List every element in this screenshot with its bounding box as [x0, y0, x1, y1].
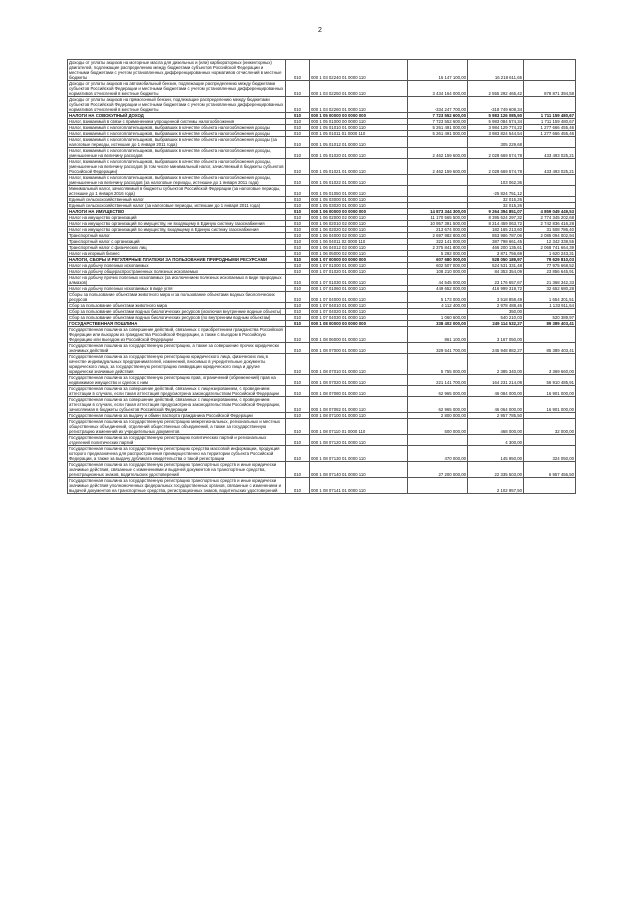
row-name-cell: Транспортный налог	[68, 233, 286, 239]
row-code-cell: 010	[286, 286, 310, 292]
row-code-cell: 010	[286, 327, 310, 343]
row-remainder-cell: 85 389 403,41	[524, 343, 576, 354]
row-code-cell: 010	[286, 315, 310, 321]
row-kbk-cell: 000 1 05 01050 01 0000 110	[310, 186, 408, 197]
row-name-cell: НАЛОГИ НА ИМУЩЕСТВО	[68, 209, 286, 215]
row-code-cell: 010	[286, 233, 310, 239]
row-name-cell: Налог, взимаемый в связи с применением упрощенной системы налогообложения	[68, 119, 286, 125]
row-executed-cell: 528 050 189,97	[468, 257, 524, 263]
row-executed-cell: 32 015,26	[468, 197, 524, 203]
row-executed-cell: 164 231 214,09	[468, 375, 524, 386]
row-executed-cell: 32 015,26	[468, 203, 524, 209]
row-kbk-cell: 000 1 05 00000 00 0000 000	[310, 113, 408, 119]
row-name-cell: Государственная пошлина за государственную регистрацию прав, ограничений (обременений) прав на недвижимое имущество и сделок с ним	[68, 375, 286, 386]
table-row	[68, 343, 576, 354]
row-remainder-cell	[524, 435, 576, 446]
row-plan-cell: 329 541 700,00	[408, 343, 468, 354]
row-executed-cell: 22 335 503,00	[468, 462, 524, 478]
row-plan-cell: 5 292 000,00	[408, 251, 468, 257]
table-row	[68, 257, 576, 263]
row-executed-cell: 305 229,68	[468, 137, 524, 148]
row-code-cell: 010	[286, 197, 310, 203]
row-kbk-cell: 000 1 08 07100 01 0000 110	[310, 413, 408, 419]
row-executed-cell: 2 028 669 574,78	[468, 159, 524, 175]
row-remainder-cell	[524, 327, 576, 343]
row-kbk-cell: 000 1 05 01021 01 0000 110	[310, 159, 408, 175]
row-plan-cell: 5 261 491 000,00	[408, 125, 468, 131]
row-kbk-cell: 000 1 08 07010 01 0000 110	[310, 354, 408, 375]
row-remainder-cell: 1 620 243,31	[524, 251, 576, 257]
row-name-cell: ГОСУДАРСТВЕННАЯ ПОШЛИНА	[68, 321, 286, 327]
row-name-cell: Налог на добычу прочих полезных ископаемых (за исключением полезных ископаемых в виде природных алмазов)	[68, 275, 286, 286]
row-kbk-cell: 000 1 08 07110 01 0000 110	[310, 419, 408, 435]
row-executed-cell: 182 165 213,60	[468, 227, 524, 233]
row-plan-cell: 221 141 700,00	[408, 375, 468, 386]
revenue-report-table	[67, 59, 576, 494]
row-name-cell: Налог, взимаемый с налогоплательщиков, выбравших в качестве объекта налогообложения доходы	[68, 131, 286, 137]
row-kbk-cell: 000 1 03 02240 01 0000 110	[310, 60, 408, 81]
row-executed-cell: 5 983 084 574,34	[468, 119, 524, 125]
row-remainder-cell: 324 050,00	[524, 446, 576, 462]
row-plan-cell: 4 112 400,00	[408, 303, 468, 309]
row-remainder-cell: 1 711 159 480,67	[524, 113, 576, 119]
row-plan-cell	[408, 478, 468, 494]
row-code-cell: 010	[286, 343, 310, 354]
row-name-cell: Минимальный налог, зачисляемый в бюджеты субъектов Российской Федерации (за налоговые периоды, истекшие до 1 января 2016 года)	[68, 186, 286, 197]
table-row	[68, 221, 576, 227]
table-row	[68, 131, 576, 137]
table-row	[68, 446, 576, 462]
row-plan-cell: 16 147 100,00	[408, 60, 468, 81]
row-name-cell: Транспортный налог с физических лиц	[68, 245, 286, 251]
row-remainder-cell: 433 493 025,21	[524, 159, 576, 175]
row-remainder-cell: 16 901 000,00	[524, 397, 576, 413]
row-name-cell: Государственная пошлина за государственную регистрацию средства массовой информации, продукция которого предназначена для распространения преимущественно на территории субъекта Российской Федерации, а также за выдачу дубликата свидетельства о такой регистрации	[68, 446, 286, 462]
row-remainder-cell: 2 774 345 202,68	[524, 215, 576, 221]
row-executed-cell: 16 218 611,65	[468, 60, 524, 81]
row-plan-cell: 7 723 552 600,00	[408, 113, 468, 119]
row-code-cell: 010	[286, 81, 310, 97]
table-row	[68, 97, 576, 113]
row-executed-cell: 466 200 135,61	[468, 245, 524, 251]
row-name-cell: Государственная пошлина за совершение действий, связанных с лицензированием, с проведением аттестации в случаях, если такая аттестация предусмотрена законодательством Российской Федерации	[68, 386, 286, 397]
row-plan-cell: 5 173 000,00	[408, 292, 468, 303]
row-code-cell: 010	[286, 131, 310, 137]
row-name-cell: Государственная пошлина за государственную регистрацию юридического лица, физических лиц в качестве индивидуальных предпринимателей, изменений, вносимых в учредительные документы юридического лица, за государственную регистрацию ликвидации юридического лица и другие юридически значимые действия	[68, 354, 286, 375]
row-code-cell: 010	[286, 221, 310, 227]
row-plan-cell: 607 680 000,00	[408, 257, 468, 263]
row-executed-cell: 8 214 459 063,72	[468, 221, 524, 227]
row-executed-cell: 3 167 050,00	[468, 327, 524, 343]
row-executed-cell: 540 210,03	[468, 315, 524, 321]
table-row	[68, 435, 576, 446]
row-name-cell: Налог на добычу полезных ископаемых в виде угля	[68, 286, 286, 292]
row-code-cell: 010	[286, 137, 310, 148]
table-row	[68, 119, 576, 125]
row-plan-cell: 2 462 159 600,00	[408, 159, 468, 175]
row-executed-cell: 8 395 624 297,32	[468, 215, 524, 221]
row-name-cell: Единый сельскохозяйственный налог	[68, 197, 286, 203]
row-remainder-cell: 32 652 680,28	[524, 286, 576, 292]
row-kbk-cell: 000 1 06 05000 02 0000 110	[310, 251, 408, 257]
row-kbk-cell: 000 1 05 01012 01 0000 110	[310, 137, 408, 148]
row-code-cell: 010	[286, 435, 310, 446]
table-row	[68, 148, 576, 159]
row-kbk-cell: 000 1 08 07000 01 0000 110	[310, 343, 408, 354]
row-name-cell: Налог на имущество организаций по имуществу, не входящему в Единую систему газоснабжения	[68, 221, 286, 227]
row-executed-cell: 145 950,00	[468, 446, 524, 462]
row-code-cell: 010	[286, 175, 310, 186]
table-row	[68, 159, 576, 175]
row-remainder-cell: 1 277 666 455,46	[524, 131, 576, 137]
row-executed-cell: 524 531 331,48	[468, 263, 524, 269]
row-name-cell: НАЛОГИ НА СОВОКУПНЫЙ ДОХОД	[68, 113, 286, 119]
row-code-cell: 010	[286, 203, 310, 209]
row-executed-cell: 2 555 292 465,42	[468, 81, 524, 97]
row-name-cell: Доходы от уплаты акцизов на прямогонный бензин, подлежащие распределению между бюджетами субъектов Российской Федерации и местными бюджетами с учетом установленных дифференцированных нормативов отчислений в местные бюджеты	[68, 97, 286, 113]
row-kbk-cell: 000 1 03 02260 01 0000 110	[310, 97, 408, 113]
table-row	[68, 303, 576, 309]
row-remainder-cell: 3 369 660,00	[524, 354, 576, 375]
row-kbk-cell: 000 1 06 04000 02 0000 110	[310, 233, 408, 239]
row-plan-cell: 500 000,00	[408, 419, 468, 435]
row-name-cell: Налог, взимаемый с налогоплательщиков, выбравших в качестве объекта налогообложения доходы	[68, 125, 286, 131]
row-kbk-cell: 000 1 07 01030 01 0000 110	[310, 275, 408, 286]
row-name-cell: Налог, взимаемый с налогоплательщиков, выбравших в качестве объекта налогообложения доходы, уменьшенные на величину расходов	[68, 148, 286, 159]
row-code-cell: 010	[286, 148, 310, 159]
row-remainder-cell: 12 342 338,55	[524, 239, 576, 245]
table-row	[68, 375, 576, 386]
row-plan-cell: 27 200 000,00	[408, 462, 468, 478]
row-code-cell: 010	[286, 397, 310, 413]
row-name-cell: Налог, взимаемый с налогоплательщиков, выбравших в качестве объекта налогообложения доходы, уменьшенные на величину расходов (за налоговые периоды, истекшие до 1 января 2011 года)	[68, 175, 286, 186]
row-kbk-cell: 000 1 03 02250 01 0000 110	[310, 81, 408, 97]
row-name-cell: Сбор за пользование объектами водных биологических ресурсов (исключая внутренние водные объекты)	[68, 309, 286, 315]
row-code-cell: 010	[286, 292, 310, 303]
row-kbk-cell: 000 1 06 00000 00 0000 000	[310, 209, 408, 215]
report-body	[68, 60, 576, 494]
row-code-cell: 010	[286, 245, 310, 251]
row-remainder-cell: 23 856 645,91	[524, 269, 576, 275]
row-executed-cell: 46 064 000,00	[468, 397, 524, 413]
row-name-cell: НАЛОГИ, СБОРЫ И РЕГУЛЯРНЫЕ ПЛАТЕЖИ ЗА ПОЛЬЗОВАНИЕ ПРИРОДНЫМИ РЕСУРСАМИ	[68, 257, 286, 263]
row-remainder-cell: 32 000,00	[524, 419, 576, 435]
row-plan-cell: 108 210 000,00	[408, 269, 468, 275]
row-name-cell: Государственная пошлина за государственную регистрацию межрегиональных, региональных и местных общественных объединений, отделений общественных объединений, а также за государственную регистрацию изменений их учредительных документов	[68, 419, 286, 435]
row-kbk-cell: 000 1 06 04011 02 0000 110	[310, 239, 408, 245]
row-plan-cell: 861 100,00	[408, 327, 468, 343]
row-plan-cell: 5 261 491 000,00	[408, 131, 468, 137]
row-code-cell: 010	[286, 269, 310, 275]
row-remainder-cell: 878 871 394,58	[524, 81, 576, 97]
row-plan-cell	[408, 435, 468, 446]
row-kbk-cell: 000 1 08 07141 01 0000 110	[310, 478, 408, 494]
row-code-cell: 010	[286, 209, 310, 215]
table-row	[68, 327, 576, 343]
table-row	[68, 227, 576, 233]
row-kbk-cell: 000 1 08 07082 01 0000 110	[310, 397, 408, 413]
row-remainder-cell: 2 068 741 664,39	[524, 245, 576, 251]
row-name-cell: Сбор за пользование объектами животного мира	[68, 303, 286, 309]
row-name-cell: Транспортный налог с организаций	[68, 239, 286, 245]
row-kbk-cell: 000 1 08 07140 01 0000 110	[310, 462, 408, 478]
row-executed-cell: 84 353 354,09	[468, 269, 524, 275]
row-code-cell: 010	[286, 257, 310, 263]
table-row	[68, 263, 576, 269]
row-code-cell: 010	[286, 419, 310, 435]
row-plan-cell: 322 141 000,00	[408, 239, 468, 245]
row-code-cell: 010	[286, 113, 310, 119]
row-remainder-cell: 6 957 456,50	[524, 462, 576, 478]
row-executed-cell: 2 978 488,46	[468, 303, 524, 309]
row-name-cell: Доходы от уплаты акцизов на автомобильный бензин, подлежащие распределению между бюджетами субъектов Российской Федерации и местными бюджетами с учетом установленных дифференцированных нормативов отчислений в местные бюджеты	[68, 81, 286, 97]
row-kbk-cell: 000 1 07 04030 01 0000 110	[310, 315, 408, 321]
row-kbk-cell: 000 1 07 01020 01 0000 110	[310, 269, 408, 275]
row-kbk-cell: 000 1 07 04000 01 0000 110	[310, 292, 408, 303]
row-name-cell: Налог на имущество организаций	[68, 215, 286, 221]
table-row	[68, 125, 576, 131]
row-kbk-cell: 000 1 05 01000 00 0000 110	[310, 119, 408, 125]
row-executed-cell: 2 102 957,50	[468, 478, 524, 494]
table-row	[68, 175, 576, 186]
row-remainder-cell: 2 085 094 002,94	[524, 233, 576, 239]
row-kbk-cell: 000 1 08 07120 01 0000 110	[310, 435, 408, 446]
row-executed-cell: -318 749 608,34	[468, 97, 524, 113]
row-plan-cell: 449 652 000,00	[408, 286, 468, 292]
row-code-cell: 010	[286, 251, 310, 257]
row-plan-cell: 2 800 000,00	[408, 413, 468, 419]
row-remainder-cell: 77 975 668,52	[524, 263, 576, 269]
row-remainder-cell: 1 711 159 480,67	[524, 119, 576, 125]
row-kbk-cell: 000 1 08 07080 01 0000 110	[310, 386, 408, 397]
row-kbk-cell: 000 1 07 00000 00 0000 000	[310, 257, 408, 263]
row-name-cell: Государственная пошлина за государственную регистрацию транспортных средств и иные юридически значимые действия, связанные с изменениями и выдачей документов на транспортные средства, регистрационных знаков, водительских удостоверений	[68, 462, 286, 478]
row-kbk-cell: 000 1 06 02020 02 0000 110	[310, 227, 408, 233]
row-kbk-cell: 000 1 05 01010 01 0000 110	[310, 125, 408, 131]
table-row	[68, 286, 576, 292]
table-row	[68, 419, 576, 435]
row-name-cell: Налог на имущество организаций по имуществу, входящему в Единую систему газоснабжения	[68, 227, 286, 233]
row-plan-cell	[408, 137, 468, 148]
table-row	[68, 137, 576, 148]
row-code-cell: 010	[286, 227, 310, 233]
row-executed-cell: 245 948 882,27	[468, 343, 524, 354]
row-name-cell: Сборы за пользование объектами животного мира и за пользование объектами водных биологических ресурсов	[68, 292, 286, 303]
row-code-cell: 010	[286, 446, 310, 462]
row-remainder-cell: 56 910 485,91	[524, 375, 576, 386]
row-plan-cell: 2 697 982 800,00	[408, 233, 468, 239]
table-row	[68, 397, 576, 413]
row-code-cell: 010	[286, 119, 310, 125]
row-kbk-cell: 000 1 05 01022 01 0000 110	[310, 175, 408, 186]
row-executed-cell: 46 084 000,00	[468, 386, 524, 397]
row-code-cell: 010	[286, 462, 310, 478]
row-name-cell: Государственная пошлина за государственную регистрацию политических партий и региональных отделений политических партий	[68, 435, 286, 446]
row-kbk-cell: 000 1 07 04020 01 0000 110	[310, 309, 408, 315]
table-row	[68, 81, 576, 97]
row-code-cell: 010	[286, 215, 310, 221]
row-remainder-cell	[524, 186, 576, 197]
row-remainder-cell: 1 654 301,51	[524, 292, 576, 303]
row-executed-cell: 387 798 661,45	[468, 239, 524, 245]
row-code-cell: 010	[286, 303, 310, 309]
row-kbk-cell: 000 1 05 01011 01 0000 110	[310, 131, 408, 137]
row-code-cell: 010	[286, 375, 310, 386]
row-name-cell: Государственная пошлина за совершение действий, связанных с лицензированием, с проведением аттестации в случаях, если такая аттестация предусмотрена законодательством Российской Федерации, зачисляемая в бюджеты субъектов Российской Федерации	[68, 397, 286, 413]
row-remainder-cell: 89 389 403,41	[524, 321, 576, 327]
row-remainder-cell: 31 508 786,40	[524, 227, 576, 233]
table-row	[68, 413, 576, 419]
row-executed-cell: 2 957 785,50	[468, 413, 524, 419]
row-kbk-cell: 000 1 05 03020 01 0000 110	[310, 203, 408, 209]
row-remainder-cell: 433 493 025,21	[524, 148, 576, 159]
row-plan-cell: 62 965 000,00	[408, 397, 468, 413]
row-executed-cell: -25 824 751,12	[468, 186, 524, 197]
row-plan-cell: -334 247 700,00	[408, 97, 468, 113]
row-kbk-cell: 000 1 07 01060 01 0000 110	[310, 286, 408, 292]
row-executed-cell: 416 999 319,72	[468, 286, 524, 292]
row-executed-cell: 9 264 394 851,07	[468, 209, 524, 215]
row-code-cell: 010	[286, 159, 310, 175]
row-remainder-cell: 79 629 810,03	[524, 257, 576, 263]
table-row	[68, 386, 576, 397]
row-kbk-cell: 000 1 07 04010 01 0000 110	[310, 303, 408, 309]
row-kbk-cell: 000 1 06 02000 02 0000 110	[310, 215, 408, 221]
row-code-cell: 010	[286, 97, 310, 113]
row-code-cell: 010	[286, 309, 310, 315]
table-row	[68, 186, 576, 197]
table-row	[68, 113, 576, 119]
row-code-cell: 010	[286, 413, 310, 419]
row-plan-cell: 11 170 565 500,00	[408, 215, 468, 221]
row-kbk-cell: 000 1 07 01000 01 0000 110	[310, 263, 408, 269]
row-code-cell: 010	[286, 321, 310, 327]
row-kbk-cell: 000 1 08 06000 01 0000 110	[310, 327, 408, 343]
table-row	[68, 462, 576, 478]
table-row	[68, 292, 576, 303]
row-executed-cell: 23 176 657,67	[468, 275, 524, 286]
table-row	[68, 478, 576, 494]
row-executed-cell: 350,00	[468, 309, 524, 315]
row-name-cell: Налог на игорный бизнес	[68, 251, 286, 257]
row-name-cell: Налог на добычу общераспространенных полезных ископаемых	[68, 269, 286, 275]
row-remainder-cell	[524, 60, 576, 81]
row-executed-cell: 2 385 340,00	[468, 354, 524, 375]
row-kbk-cell: 000 1 06 02010 02 0000 110	[310, 221, 408, 227]
row-remainder-cell	[524, 97, 576, 113]
row-executed-cell: 2 028 669 574,78	[468, 148, 524, 159]
row-code-cell: 010	[286, 386, 310, 397]
row-remainder-cell: 16 901 000,00	[524, 386, 576, 397]
row-plan-cell: 3 434 164 000,00	[408, 81, 468, 97]
row-plan-cell: 10 957 391 500,00	[408, 221, 468, 227]
row-plan-cell: 2 375 841 800,00	[408, 245, 468, 251]
row-name-cell: Государственная пошлина за государственную регистрацию, а также за совершение прочих юридически значимых действий	[68, 343, 286, 354]
row-code-cell: 010	[286, 239, 310, 245]
row-code-cell: 010	[286, 354, 310, 375]
row-executed-cell: 103 062,36	[468, 175, 524, 186]
row-plan-cell: 2 462 159 600,00	[408, 148, 468, 159]
row-name-cell: Государственная пошлина за совершение действий, связанных с приобретением гражданства Российской Федерации или выходом из гражданства Российской Федерации, а также с въездом в Российскую Федерацию или выездом из Российской Федерации	[68, 327, 286, 343]
row-code-cell: 010	[286, 125, 310, 131]
row-kbk-cell: 000 1 08 07020 01 0000 110	[310, 375, 408, 386]
row-executed-cell: 3 518 858,49	[468, 292, 524, 303]
row-executed-cell: 853 986 787,06	[468, 233, 524, 239]
row-executed-cell: 3 984 129 774,22	[468, 125, 524, 131]
row-kbk-cell: 000 1 05 01020 01 0000 110	[310, 148, 408, 159]
table-row	[68, 245, 576, 251]
row-remainder-cell	[524, 137, 576, 148]
row-plan-cell: 602 507 000,00	[408, 263, 468, 269]
row-plan-cell: 44 545 000,00	[408, 275, 468, 286]
row-plan-cell: 338 402 000,00	[408, 321, 468, 327]
row-remainder-cell: 520 389,97	[524, 315, 576, 321]
page-number: 2	[318, 27, 322, 34]
row-remainder-cell: 21 368 342,33	[524, 275, 576, 286]
row-kbk-cell: 000 1 08 00000 00 0000 000	[310, 321, 408, 327]
row-plan-cell: 1 060 600,00	[408, 315, 468, 321]
row-plan-cell: 470 000,00	[408, 446, 468, 462]
row-remainder-cell	[524, 478, 576, 494]
row-plan-cell: 213 674 000,00	[408, 227, 468, 233]
row-code-cell: 010	[286, 60, 310, 81]
row-executed-cell: 5 983 126 085,50	[468, 113, 524, 119]
table-row	[68, 354, 576, 375]
row-name-cell: Единый сельскохозяйственный налог (за налоговые периоды, истекшие до 1 января 2011 года)	[68, 203, 286, 209]
row-remainder-cell: 2 742 836 416,28	[524, 221, 576, 227]
row-remainder-cell: 1 277 666 455,46	[524, 125, 576, 131]
row-code-cell: 010	[286, 263, 310, 269]
row-plan-cell	[408, 186, 468, 197]
row-name-cell: Налог на добычу полезных ископаемых	[68, 263, 286, 269]
row-name-cell: Государственная пошлина за выдачу и обмен паспорта гражданина Российской Федерации	[68, 413, 286, 419]
row-executed-cell: 4 300,00	[468, 435, 524, 446]
row-name-cell: Налог, взимаемый с налогоплательщиков, выбравших в качестве объекта налогообложения доходы (за налоговые периоды, истекшие до 1 января 2011 года)	[68, 137, 286, 148]
row-name-cell: Сбор за пользование объектами водных биологических ресурсов (по внутренним водным объектам)	[68, 315, 286, 321]
row-kbk-cell: 000 1 05 03000 01 0000 110	[310, 197, 408, 203]
row-kbk-cell: 000 1 06 04012 02 0000 110	[310, 245, 408, 251]
row-code-cell: 010	[286, 478, 310, 494]
row-kbk-cell: 000 1 08 07130 01 0000 110	[310, 446, 408, 462]
row-plan-cell: 14 873 344 300,00	[408, 209, 468, 215]
table-row	[68, 275, 576, 286]
row-remainder-cell: 1 133 911,54	[524, 303, 576, 309]
row-name-cell: Налог, взимаемый с налогоплательщиков, выбравших в качестве объекта налогообложения доходы, уменьшенные на величину расходов (в том числе минимальный налог, зачисляемый в бюджеты субъектов Российской Федерации)	[68, 159, 286, 175]
row-code-cell: 010	[286, 186, 310, 197]
row-name-cell: Государственная пошлина за государственную регистрацию транспортных средств и иные юридически значимые действия уполномоченных федеральных государственных органов, связанные с изменением и выдачей документов на транспортные средства, регистрационных знаков, водительских удостоверений	[68, 478, 286, 494]
row-remainder-cell: 4 859 049 449,53	[524, 209, 576, 215]
row-plan-cell: 7 723 552 600,00	[408, 119, 468, 125]
row-plan-cell: 62 965 000,00	[408, 386, 468, 397]
table-row	[68, 269, 576, 275]
row-executed-cell: 3 983 824 544,54	[468, 131, 524, 137]
row-name-cell: Доходы от уплаты акцизов на моторные масла для дизельных и (или) карбюраторных (инжекторных) двигателей, подлежащие распределению между бюджетами субъектов Российской Федерации и местными бюджетами с учетом установленных дифференцированных нормативов отчислений в местные бюджеты	[68, 60, 286, 81]
row-executed-cell: 249 114 532,27	[468, 321, 524, 327]
row-plan-cell	[408, 175, 468, 186]
table-row	[68, 60, 576, 81]
row-remainder-cell	[524, 175, 576, 186]
row-code-cell: 010	[286, 275, 310, 286]
row-executed-cell: 468 000,00	[468, 419, 524, 435]
row-executed-cell: 3 871 756,69	[468, 251, 524, 257]
row-plan-cell: 5 755 000,00	[408, 354, 468, 375]
